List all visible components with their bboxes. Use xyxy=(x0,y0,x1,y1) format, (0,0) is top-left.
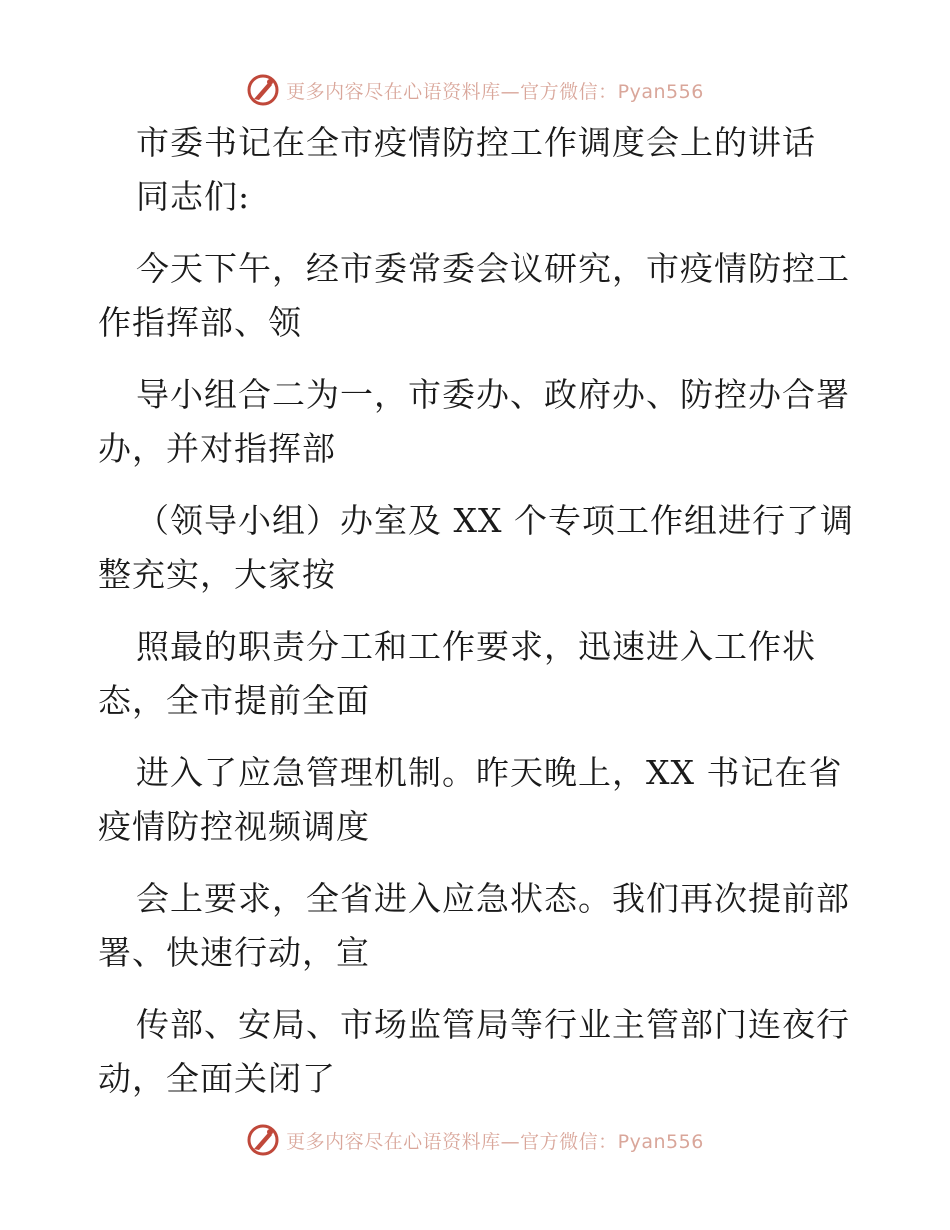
watermark-text: 更多内容尽在心语资料库—官方微信：Pyan556 xyxy=(286,80,704,103)
text-line: 疫情防控视频调度 xyxy=(98,807,370,846)
document-title: 市委书记在全市疫情防控工作调度会上的讲话 xyxy=(136,123,816,162)
pen-circle-logo-icon xyxy=(246,73,280,107)
text-line: 传部、安局、市场监管局等行业主管部门连夜行 xyxy=(136,1005,850,1044)
header-watermark xyxy=(0,70,950,110)
text-line: 照最的职责分工和工作要求，迅速进入工作状 xyxy=(136,627,816,666)
footer-watermark xyxy=(0,1120,950,1160)
text-line: 办，并对指挥部 xyxy=(98,429,336,468)
text-line: 动，全面关闭了 xyxy=(98,1059,336,1098)
watermark-text: 更多内容尽在心语资料库—官方微信：Pyan556 xyxy=(286,1130,704,1153)
text-line: 会上要求，全省进入应急状态。我们再次提前部 xyxy=(136,879,850,918)
text-line: （领导小组）办室及 XX 个专项工作组进行了调 xyxy=(136,501,854,540)
text-line: 今天下午，经市委常委会议研究，市疫情防控工 xyxy=(136,249,850,288)
text-line: 作指挥部、领 xyxy=(98,303,302,342)
text-line: 署、快速行动，宣 xyxy=(98,933,370,972)
text-line: 整充实，大家按 xyxy=(98,555,336,594)
greeting: 同志们: xyxy=(136,177,251,216)
document-body xyxy=(98,125,858,1097)
pen-circle-logo-icon xyxy=(246,1123,280,1157)
text-line: 进入了应急管理机制。昨天晚上，XX 书记在省 xyxy=(136,753,843,792)
text-line: 态，全市提前全面 xyxy=(98,681,370,720)
text-line: 导小组合二为一，市委办、政府办、防控办合署 xyxy=(136,375,850,414)
